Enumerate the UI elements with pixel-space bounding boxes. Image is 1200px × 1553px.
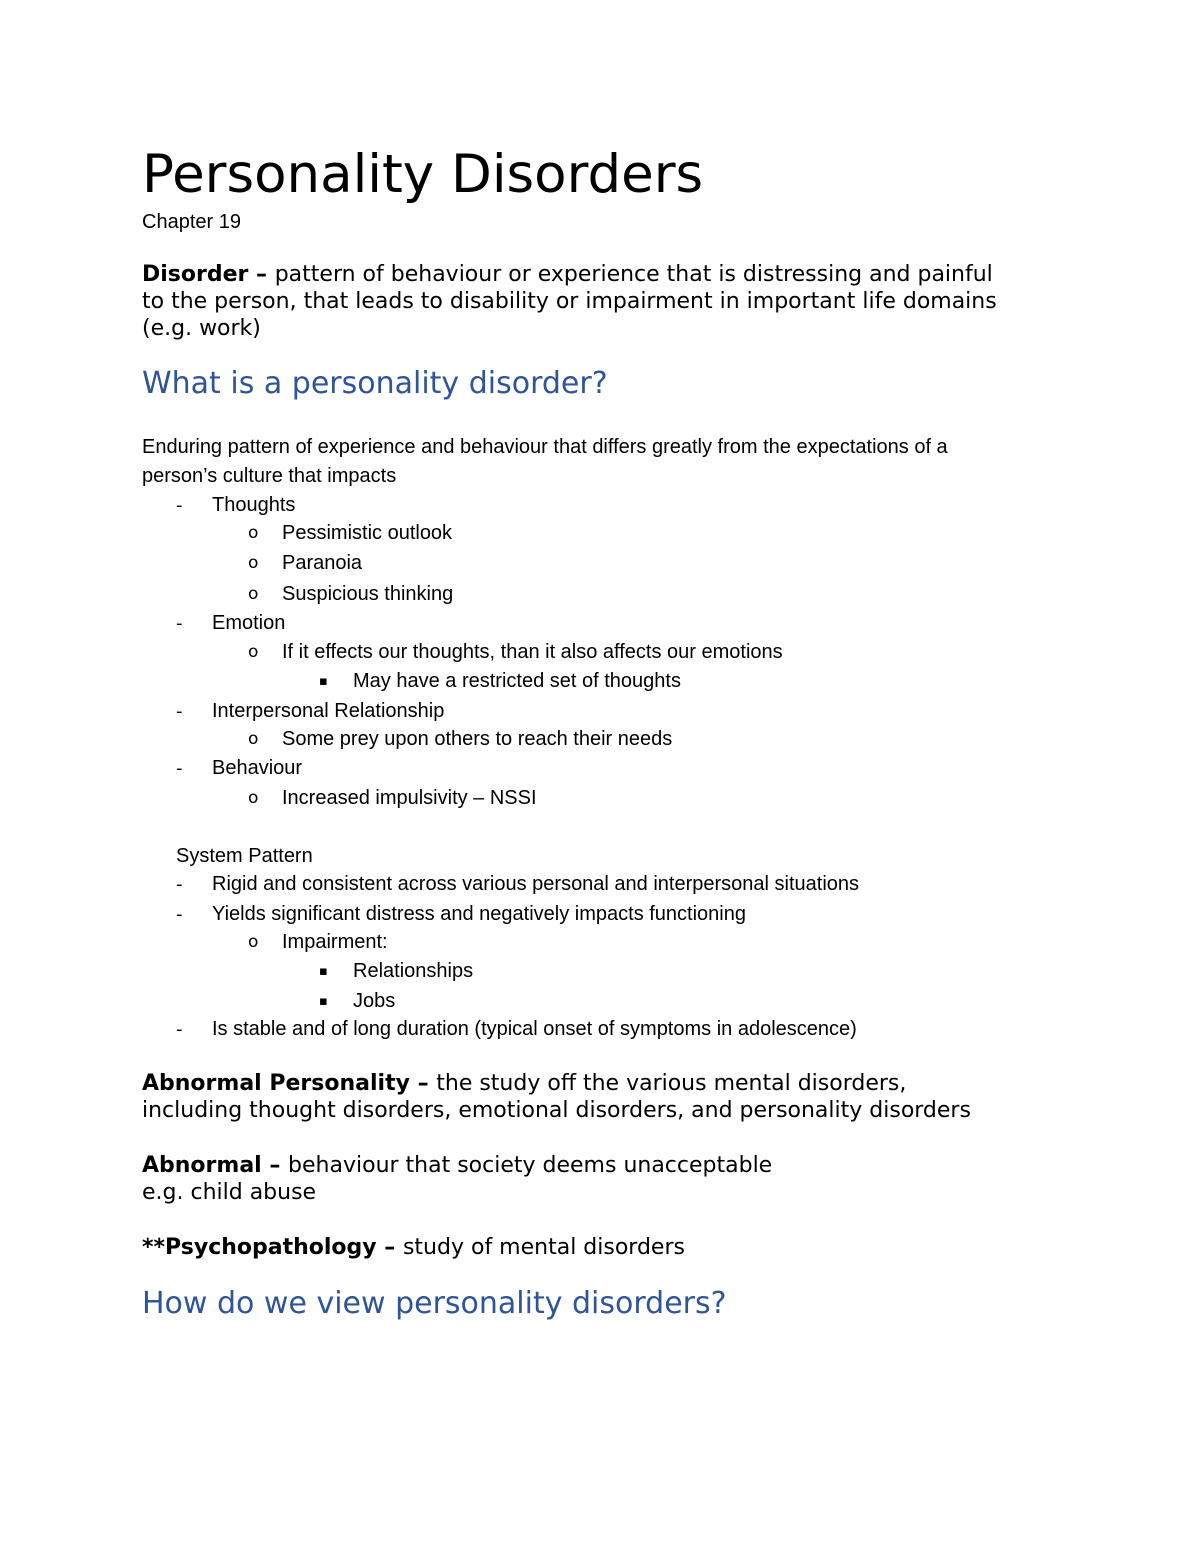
dash-bullet: - — [176, 904, 183, 925]
definition-text: e.g. child abuse — [142, 1180, 317, 1205]
page-title: Personality Disorders — [142, 144, 704, 205]
list-item: o If it effects our thoughts, than it also affects our emotions — [282, 638, 783, 667]
list-item: o Suspicious thinking — [282, 580, 453, 609]
disorder-definition — [142, 261, 1082, 342]
definition-dash: – — [376, 1235, 403, 1260]
circle-bullet: o — [248, 788, 259, 808]
list-item: o Some prey upon others to reach their needs — [282, 725, 672, 754]
dash-bullet: - — [176, 613, 183, 634]
definition-text: behaviour that society deems unacceptable — [288, 1153, 773, 1178]
chapter-label: Chapter 19 — [142, 211, 241, 233]
list-item: - Is stable and of long duration (typical onset of symptoms in adolescence) — [212, 1015, 857, 1044]
definition-dash: – — [409, 1071, 437, 1096]
list-item: ▪ Relationships — [353, 957, 473, 986]
psychopathology-definition — [142, 1234, 1082, 1261]
dash-bullet: - — [176, 495, 183, 516]
dash-bullet: - — [176, 701, 183, 722]
section-heading-what-is: What is a personality disorder? — [142, 366, 608, 401]
list-item: - Emotion — [212, 609, 285, 638]
definition-prefix: ** — [142, 1235, 166, 1260]
section-heading-how-do-we-view: How do we view personality disorders? — [142, 1286, 727, 1321]
definition-term: Abnormal — [142, 1153, 262, 1178]
square-bullet: ▪ — [319, 964, 328, 979]
intro-line: Enduring pattern of experience and behaviour that differs greatly from the expectations of a — [142, 436, 948, 458]
abnormal-personality-definition — [142, 1070, 1082, 1124]
definition-term: Psychopathology — [165, 1235, 377, 1260]
circle-bullet: o — [248, 553, 259, 573]
list-item: o Impairment: — [282, 928, 388, 957]
definition-dash: – — [248, 262, 275, 287]
definition-dash: – — [261, 1153, 289, 1178]
circle-bullet: o — [248, 584, 259, 604]
intro-line: person’s culture that impacts — [142, 465, 397, 487]
circle-bullet: o — [248, 932, 259, 952]
definition-text: the study off the various mental disorders, — [436, 1071, 907, 1096]
definition-text: (e.g. work) — [142, 316, 261, 341]
list-item: o Pessimistic outlook — [282, 519, 452, 548]
dash-bullet: - — [176, 1019, 183, 1040]
definition-text: pattern of behaviour or experience that is distressing and painful — [274, 262, 993, 287]
dash-bullet: - — [176, 874, 183, 895]
definition-text: to the person, that leads to disability or impairment in important life domains — [142, 289, 997, 314]
list-item: ▪ Jobs — [353, 987, 395, 1016]
definition-term: Abnormal Personality — [142, 1071, 410, 1096]
circle-bullet: o — [248, 523, 259, 543]
definition-term: Disorder — [142, 262, 249, 287]
list-item: - Thoughts — [212, 491, 295, 520]
circle-bullet: o — [248, 729, 259, 749]
abnormal-definition — [142, 1152, 1082, 1206]
circle-bullet: o — [248, 642, 259, 662]
list-item: - Behaviour — [212, 754, 302, 783]
list-item: ▪ May have a restricted set of thoughts — [353, 667, 681, 696]
list-item: o Paranoia — [282, 549, 362, 578]
list-item: - Rigid and consistent across various personal and interpersonal situations — [212, 870, 859, 899]
list-item: o Increased impulsivity – NSSI — [282, 784, 537, 813]
dash-bullet: - — [176, 758, 183, 779]
system-pattern-label: System Pattern — [176, 845, 313, 867]
square-bullet: ▪ — [319, 674, 328, 689]
list-item: - Yields significant distress and negatively impacts functioning — [212, 900, 746, 929]
definition-text: study of mental disorders — [402, 1235, 685, 1260]
definition-text: including thought disorders, emotional disorders, and personality disorders — [142, 1098, 971, 1123]
list-item: - Interpersonal Relationship — [212, 697, 444, 726]
square-bullet: ▪ — [319, 994, 328, 1009]
